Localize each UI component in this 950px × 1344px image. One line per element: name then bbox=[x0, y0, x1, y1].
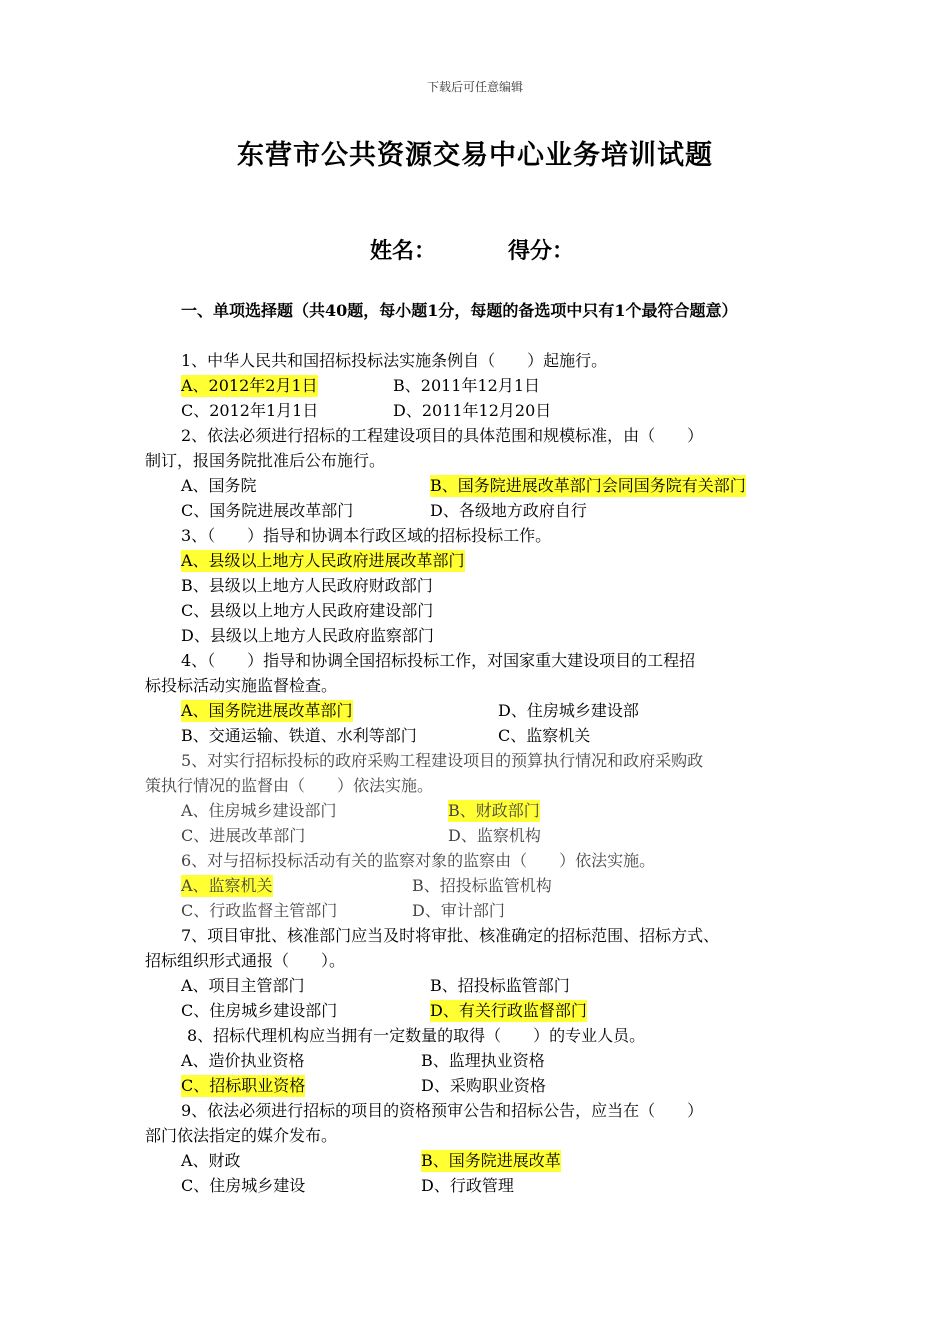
q3-option-b: B、县级以上地方人民政府财政部门 bbox=[181, 576, 433, 595]
q2-option-b: B、国务院进展改革部门会同国务院有关部门 bbox=[430, 476, 746, 495]
q6-option-d: D、审计部门 bbox=[412, 901, 505, 920]
question-7-line-1: 7、项目审批、核准部门应当及时将审批、核准确定的招标范围、招标方式、 bbox=[181, 926, 720, 945]
q4-option-b: B、交通运输、铁道、水利等部门 bbox=[181, 726, 417, 745]
q6-option-b: B、招投标监管机构 bbox=[412, 876, 552, 895]
q7-option-c: C、住房城乡建设部门 bbox=[181, 1001, 338, 1020]
question-6: 6、对与招标投标活动有关的监察对象的监察由（ ）依法实施。 bbox=[181, 851, 656, 870]
q5-option-b: B、财政部门 bbox=[448, 801, 540, 820]
q7-option-b: B、招投标监管部门 bbox=[430, 976, 570, 995]
question-7-line-2: 招标组织形式通报（ ）。 bbox=[145, 951, 346, 970]
question-5-line-2: 策执行情况的监督由（ ）依法实施。 bbox=[145, 776, 434, 795]
question-2-line-1: 2、依法必须进行招标的工程建设项目的具体范围和规模标准，由（ ） bbox=[181, 426, 704, 445]
q1-option-a: A、2012年2月1日 bbox=[181, 376, 318, 395]
question-2-line-2: 制订，报国务院批准后公布施行。 bbox=[145, 451, 386, 470]
question-4-line-1: 4、（ ）指导和协调全国招标投标工作，对国家重大建设项目的工程招 bbox=[181, 651, 696, 670]
q8-option-b: B、监理执业资格 bbox=[421, 1051, 545, 1070]
score-label: 得分： bbox=[508, 238, 575, 264]
question-5-line-1: 5、对实行招标投标的政府采购工程建设项目的预算执行情况和政府采购政 bbox=[181, 751, 704, 770]
q2-option-c: C、国务院进展改革部门 bbox=[181, 501, 354, 520]
q5-option-d: D、监察机构 bbox=[448, 826, 541, 845]
q7-option-d: D、有关行政监督部门 bbox=[430, 1001, 587, 1020]
q4-option-c: C、监察机关 bbox=[498, 726, 591, 745]
question-9-line-1: 9、依法必须进行招标的项目的资格预审公告和招标公告，应当在（ ） bbox=[181, 1101, 704, 1120]
q6-option-a: A、监察机关 bbox=[181, 876, 273, 895]
q6-option-c: C、行政监督主管部门 bbox=[181, 901, 338, 920]
question-9-line-2: 部门依法指定的媒介发布。 bbox=[145, 1126, 338, 1145]
question-8: 8、招标代理机构应当拥有一定数量的取得（ ）的专业人员。 bbox=[187, 1026, 646, 1045]
q3-option-d: D、县级以上地方人民政府监察部门 bbox=[181, 626, 434, 645]
question-4-line-2: 标投标活动实施监督检查。 bbox=[145, 676, 338, 695]
question-3: 3、（ ）指导和协调本行政区域的招标投标工作。 bbox=[181, 526, 552, 545]
q9-option-b: B、国务院进展改革 bbox=[421, 1151, 561, 1170]
q1-option-c: C、2012年1月1日 bbox=[181, 401, 319, 420]
q7-option-a: A、项目主管部门 bbox=[181, 976, 305, 995]
name-score-bar bbox=[370, 234, 574, 265]
q9-option-a: A、财政 bbox=[181, 1151, 241, 1170]
q4-option-a: A、国务院进展改革部门 bbox=[181, 701, 353, 720]
q9-option-c: C、住房城乡建设 bbox=[181, 1176, 306, 1195]
q3-option-a: A、县级以上地方人民政府进展改革部门 bbox=[181, 551, 465, 570]
q8-option-d: D、采购职业资格 bbox=[421, 1076, 546, 1095]
q5-option-a: A、住房城乡建设部门 bbox=[181, 801, 337, 820]
q8-option-c: C、招标职业资格 bbox=[181, 1076, 306, 1095]
q1-option-d: D、2011年12月20日 bbox=[393, 401, 552, 420]
name-label: 姓名： bbox=[370, 238, 437, 264]
q2-option-a: A、国务院 bbox=[181, 476, 257, 495]
q1-option-b: B、2011年12月1日 bbox=[393, 376, 541, 395]
q8-option-a: A、造价执业资格 bbox=[181, 1051, 305, 1070]
q5-option-c: C、进展改革部门 bbox=[181, 826, 306, 845]
q4-option-d: D、住房城乡建设部 bbox=[498, 701, 639, 720]
section-heading: 一、单项选择题（共40题，每小题1分，每题的备选项中只有1个最符合题意） bbox=[181, 301, 738, 320]
q2-option-d: D、各级地方政府自行 bbox=[430, 501, 587, 520]
page-header: 下载后可任意编辑 bbox=[426, 80, 523, 94]
question-1: 1、中华人民共和国招标投标法实施条例自（ ）起施行。 bbox=[181, 351, 608, 370]
page-title: 东营市公共资源交易中心业务培训试题 bbox=[237, 140, 713, 171]
q3-option-c: C、县级以上地方人民政府建设部门 bbox=[181, 601, 434, 620]
q9-option-d: D、行政管理 bbox=[421, 1176, 514, 1195]
